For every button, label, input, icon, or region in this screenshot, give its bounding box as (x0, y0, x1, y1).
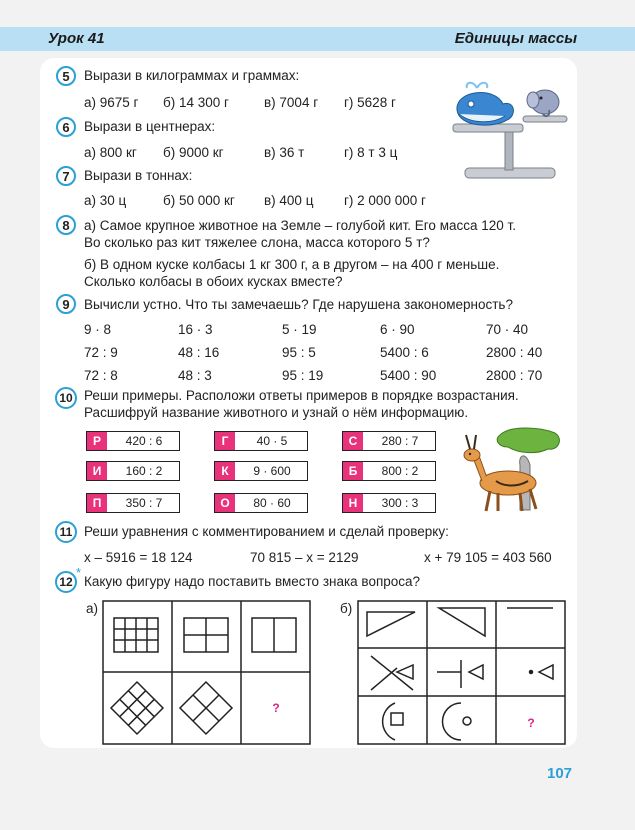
task-7-item-d: г) 2 000 000 г (344, 193, 426, 208)
task-8-number: 8 (56, 215, 76, 235)
cipher-expression: 9 · 600 (253, 464, 291, 478)
task-9-expression: 70 · 40 (486, 322, 529, 337)
cipher-expression: 350 : 7 (125, 496, 163, 510)
task-7-item-a: а) 30 ц (84, 193, 127, 208)
task-9-expression: 95 : 19 (282, 368, 324, 383)
task-11-equation-3: x + 79 105 = 403 560 (424, 550, 552, 565)
arc-with-circle-figure (443, 703, 472, 740)
task-7-item-b: б) 50 000 кг (163, 193, 235, 208)
task-9-expression: 6 · 90 (380, 322, 415, 337)
cipher-box (342, 493, 436, 513)
cipher-box (86, 493, 180, 513)
task-12-number: 12 (55, 571, 77, 593)
cipher-letter: Г (215, 432, 235, 450)
task-6-number: 6 (56, 117, 76, 137)
cross-with-triangle-figure (371, 656, 413, 690)
task-7-text: Вырази в тоннах: (84, 168, 193, 183)
cipher-expression: 160 : 2 (125, 464, 163, 478)
cipher-expression: 300 : 3 (381, 496, 419, 510)
grid-2x2-figure (184, 618, 228, 652)
task-5-item-b: б) 14 300 г (163, 95, 229, 110)
cipher-box (214, 431, 308, 451)
task-8-a-line1: а) Самое крупное животное на Земле – голубой кит. Его масса 120 т. (84, 218, 516, 233)
diamond-3x3-figure (111, 682, 163, 734)
puzzle-b-question-mark: ? (527, 716, 535, 730)
cipher-letter: Р (87, 432, 107, 450)
cipher-box (342, 461, 436, 481)
cipher-box (342, 431, 436, 451)
task-6-item-d: г) 8 т 3 ц (344, 145, 398, 160)
task-9-expression: 5400 : 90 (380, 368, 437, 383)
task-8-b-line1: б) В одном куске колбасы 1 кг 300 г, а в другом – на 400 г меньше. (84, 257, 500, 272)
task-6-item-c: в) 36 т (264, 145, 305, 160)
puzzle-a-label: а) (86, 601, 99, 616)
task-9-expression: 16 · 3 (178, 322, 213, 337)
task-6-text: Вырази в центнерах: (84, 119, 216, 134)
lesson-number: Урок 41 (48, 30, 105, 47)
task-12-text: Какую фигуру надо поставить вместо знака вопроса? (84, 574, 421, 589)
grid-4x3-figure (114, 618, 158, 652)
task-9-expression: 9 · 8 (84, 322, 112, 337)
puzzle-b-label: б) (340, 601, 353, 616)
arc-with-square-figure (383, 703, 403, 740)
grid-2x1-figure (252, 618, 296, 652)
line-with-triangle-figure (437, 660, 483, 688)
task-6-item-a: а) 800 кг (84, 145, 137, 160)
cipher-letter: О (215, 494, 235, 512)
triangle-figure (439, 608, 485, 636)
task-6-item-b: б) 9000 кг (163, 145, 224, 160)
whale-elephant-scales-illustration (445, 80, 570, 190)
task-9-expression: 2800 : 40 (486, 345, 543, 360)
task-9-expression: 72 : 8 (84, 368, 118, 383)
cipher-box (214, 493, 308, 513)
task-9-text: Вычисли устно. Что ты замечаешь? Где нарушена закономерность? (84, 297, 513, 312)
task-9-expression: 48 : 16 (178, 345, 220, 360)
task-9-expression: 48 : 3 (178, 368, 212, 383)
cipher-letter: П (87, 494, 107, 512)
triangle-figure (367, 612, 415, 636)
lesson-header (0, 27, 635, 51)
task-10-line2: Расшифруй название животного и узнай о нём информацию. (84, 405, 469, 420)
task-9-expression: 5400 : 6 (380, 345, 429, 360)
cipher-box (86, 461, 180, 481)
task-8-a-line2: Во сколько раз кит тяжелее слона, масса которого 5 т? (84, 235, 430, 250)
task-9-expression: 5 · 19 (282, 322, 317, 337)
task-10-line1: Реши примеры. Расположи ответы примеров в порядке возрастания. (84, 388, 519, 403)
task-5-item-d: г) 5628 г (344, 95, 396, 110)
task-9-expression: 72 : 9 (84, 345, 118, 360)
cipher-box (214, 461, 308, 481)
task-9-expression: 95 : 5 (282, 345, 316, 360)
task-5-item-c: в) 7004 г (264, 95, 319, 110)
difficulty-star: * (76, 565, 82, 580)
cipher-letter: Б (343, 462, 363, 480)
cipher-expression: 420 : 6 (125, 434, 163, 448)
dot-with-triangle-figure (530, 665, 554, 679)
cipher-letter: К (215, 462, 235, 480)
cipher-letter: Н (343, 494, 363, 512)
cipher-box (86, 431, 180, 451)
task-7-number: 7 (56, 166, 76, 186)
task-11-number: 11 (55, 521, 77, 543)
task-7-item-c: в) 400 ц (264, 193, 314, 208)
cipher-letter: С (343, 432, 363, 450)
puzzle-b-grid (357, 600, 567, 746)
lesson-topic: Единицы массы (454, 30, 577, 47)
cipher-letter: И (87, 462, 107, 480)
puzzle-a-grid (102, 600, 311, 746)
task-5-text: Вырази в килограммах и граммах: (84, 68, 300, 83)
task-9-number: 9 (56, 294, 76, 314)
page-number: 107 (547, 765, 573, 782)
puzzle-a-question-mark: ? (272, 701, 280, 715)
task-5-item-a: а) 9675 г (84, 95, 139, 110)
cipher-expression: 800 : 2 (381, 464, 419, 478)
task-11-equation-1: x – 5916 = 18 124 (84, 550, 193, 565)
antelope-illustration (460, 425, 565, 515)
task-11-text: Реши уравнения с комментированием и сделай проверку: (84, 524, 449, 539)
task-9-expression: 2800 : 70 (486, 368, 543, 383)
cipher-expression: 40 · 5 (256, 434, 288, 448)
cipher-expression: 80 · 60 (253, 496, 291, 510)
diamond-2x2-figure (180, 682, 232, 734)
task-10-number: 10 (55, 387, 77, 409)
task-8-b-line2: Сколько колбасы в обоих кусках вместе? (84, 274, 343, 289)
task-5-number: 5 (56, 66, 76, 86)
cipher-expression: 280 : 7 (381, 434, 419, 448)
task-11-equation-2: 70 815 – x = 2129 (250, 550, 359, 565)
